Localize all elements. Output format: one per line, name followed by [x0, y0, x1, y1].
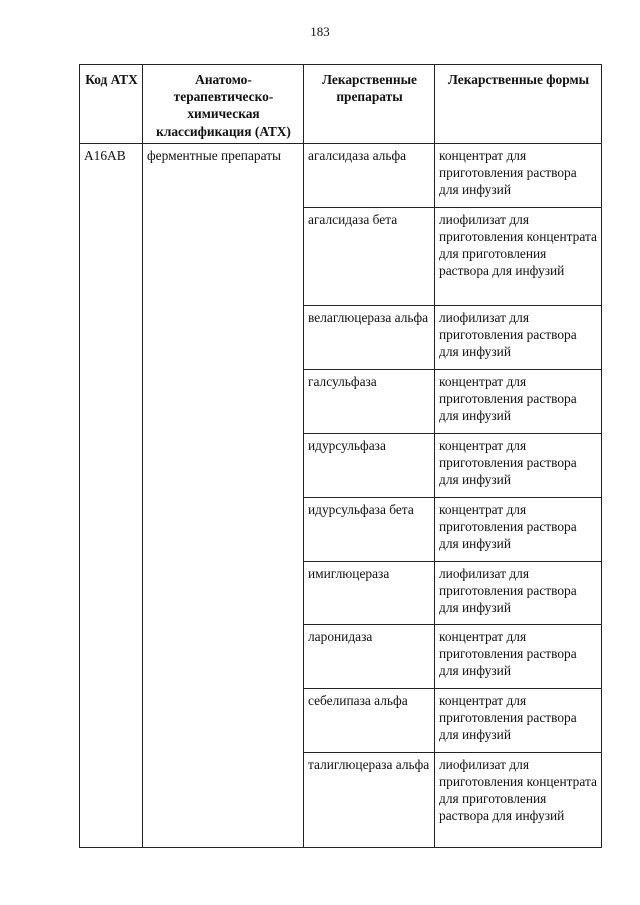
atx-classification-cell: ферментные препараты [143, 143, 304, 847]
drug-cell: ларонидаза [304, 624, 435, 688]
table-header-row [80, 65, 602, 144]
form-cell: концентрат для приготовления раствора для инфузий [435, 143, 602, 207]
drug-cell: агалсидаза альфа [304, 143, 435, 207]
drug-cell: велаглюцераза альфа [304, 305, 435, 369]
table-row [80, 143, 602, 207]
form-cell: концентрат для приготовления раствора для инфузий [435, 369, 602, 433]
form-cell: лиофилизат для приготовления концентрата для приготовления раствора для инфузий [435, 752, 602, 847]
header-classification: Анатомо-терапевтическо-химическая классификация (АТХ) [143, 65, 304, 144]
header-forms: Лекарственные формы [435, 65, 602, 144]
drug-cell: себелипаза альфа [304, 688, 435, 752]
form-cell: лиофилизат для приготовления раствора для инфузий [435, 305, 602, 369]
atx-code-cell: A16AB [80, 143, 143, 847]
atx-table [79, 64, 602, 848]
drug-cell: идурсульфаза бета [304, 497, 435, 561]
form-cell: концентрат для приготовления раствора для инфузий [435, 497, 602, 561]
form-cell: концентрат для приготовления раствора для инфузий [435, 688, 602, 752]
form-cell: концентрат для приготовления раствора для инфузий [435, 624, 602, 688]
page-number: 183 [310, 24, 330, 39]
drug-cell: галсульфаза [304, 369, 435, 433]
form-cell: концентрат для приготовления раствора для инфузий [435, 433, 602, 497]
drug-cell: имиглюцераза [304, 561, 435, 624]
drug-cell: идурсульфаза [304, 433, 435, 497]
form-cell: лиофилизат для приготовления раствора для инфузий [435, 561, 602, 624]
header-drugs: Лекарственные препараты [304, 65, 435, 144]
drug-cell: талиглюцераза альфа [304, 752, 435, 847]
form-cell: лиофилизат для приготовления концентрата для приготовления раствора для инфузий [435, 207, 602, 305]
drug-cell: агалсидаза бета [304, 207, 435, 305]
header-code: Код АТХ [80, 65, 143, 144]
